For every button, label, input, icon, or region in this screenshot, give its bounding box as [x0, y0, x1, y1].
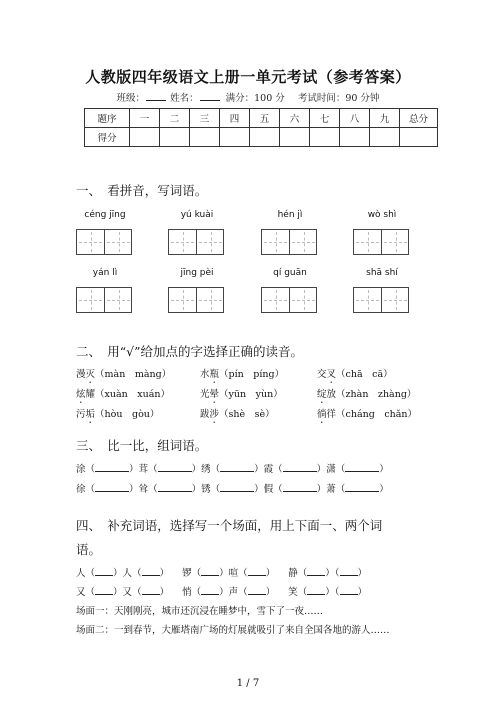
word-group-row: 徐（ ）耸（ ）锈（ ）假（ ）萧（ ）: [76, 484, 389, 495]
score-cell[interactable]: [400, 128, 438, 147]
score-cell[interactable]: [250, 128, 280, 147]
answer-blank[interactable]: [95, 566, 113, 576]
pinyin-label: hén jì: [277, 210, 303, 220]
score-table-header-row: [85, 109, 438, 128]
reading-item[interactable]: 绽放（zhàn zhàng）: [317, 389, 417, 400]
writing-grid[interactable]: [261, 229, 317, 255]
score-cell[interactable]: [340, 128, 370, 147]
answer-blank[interactable]: [283, 482, 317, 492]
idiom-row: 人（ ）人（ ） 锣（ ）喧（ ） 静（ ）（ ）: [76, 568, 368, 579]
answer-blank[interactable]: [95, 585, 113, 595]
header-cell: 一: [130, 109, 160, 128]
name-blank[interactable]: [200, 91, 220, 101]
answer-blank[interactable]: [248, 585, 266, 595]
section-2-heading: 二、 用“√”给加点的字选择正确的读音。: [76, 344, 303, 359]
pinyin-label: yán lì: [92, 268, 118, 278]
writing-grid[interactable]: [76, 287, 132, 313]
answer-blank[interactable]: [220, 462, 254, 472]
answer-blank[interactable]: [345, 462, 379, 472]
header-cell: 二: [160, 109, 190, 128]
answer-blank[interactable]: [158, 482, 192, 492]
answer-blank[interactable]: [142, 566, 160, 576]
section-1-heading: 一、 看拼音，写词语。: [76, 183, 208, 198]
writing-grid[interactable]: [353, 229, 409, 255]
time-label: 考试时间：90 分钟: [297, 93, 380, 104]
answer-blank[interactable]: [248, 566, 266, 576]
header-cell: 五: [250, 109, 280, 128]
section-3-heading: 三、 比一比，组词语。: [76, 438, 208, 453]
pinyin-label: céng jīng: [84, 210, 126, 220]
answer-blank[interactable]: [142, 585, 160, 595]
pinyin-label: qí guān: [273, 268, 307, 278]
reading-item[interactable]: 光晕（yūn yùn）: [200, 389, 283, 400]
class-blank[interactable]: [146, 91, 166, 101]
pinyin-label: shā shí: [366, 268, 398, 278]
reading-item[interactable]: 污垢（hòu gòu）: [76, 409, 160, 420]
score-cell[interactable]: [310, 128, 340, 147]
scene-two: 场面二：一到春节，大雁塔南广场的灯展就吸引了来自全国各地的游人……: [76, 625, 390, 636]
header-cell: 八: [340, 109, 370, 128]
pinyin-label: jīng pèi: [180, 268, 214, 278]
header-cell: 四: [220, 109, 250, 128]
idiom-row: 又（ ）又（ ） 悄（ ）声（ ） 笑（ ）（ ）: [76, 587, 368, 598]
page-title: 人教版四年级语文上册一单元考试（参考答案）: [85, 68, 411, 86]
score-table-score-row: [85, 128, 438, 147]
reading-item[interactable]: 炫耀（xuàn xuán）: [76, 389, 171, 400]
answer-blank[interactable]: [95, 482, 129, 492]
answer-blank[interactable]: [95, 462, 129, 472]
answer-blank[interactable]: [340, 585, 358, 595]
answer-blank[interactable]: [201, 585, 219, 595]
writing-grid[interactable]: [168, 287, 224, 313]
score-label: 满分：100 分: [225, 93, 285, 104]
answer-blank[interactable]: [220, 482, 254, 492]
reading-item[interactable]: 跋涉（shè sè）: [200, 409, 275, 420]
reading-item[interactable]: 徜徉（cháng chǎn）: [317, 409, 418, 420]
score-table: [84, 108, 438, 147]
pinyin-label: yú kuài: [180, 210, 214, 220]
score-cell[interactable]: [220, 128, 250, 147]
answer-blank[interactable]: [307, 585, 325, 595]
score-cell[interactable]: [160, 128, 190, 147]
reading-item[interactable]: 水瓶（pín píng）: [200, 369, 285, 380]
writing-grid[interactable]: [261, 287, 317, 313]
score-cell[interactable]: [280, 128, 310, 147]
section-4-heading: 四、 补充词语，选择写一个场面，用上下面一、两个词: [76, 518, 383, 533]
name-label: 姓名：: [170, 93, 199, 104]
header-cell: 题序: [85, 109, 130, 128]
reading-item[interactable]: 漫灭（màn màng）: [76, 369, 172, 380]
header-cell: 七: [310, 109, 340, 128]
writing-grid[interactable]: [353, 287, 409, 313]
answer-blank[interactable]: [158, 462, 192, 472]
answer-blank[interactable]: [201, 566, 219, 576]
answer-blank[interactable]: [307, 566, 325, 576]
header-cell: 总分: [400, 109, 438, 128]
score-cell[interactable]: [130, 128, 160, 147]
header-cell: 九: [370, 109, 400, 128]
class-label: 班级：: [116, 93, 146, 104]
writing-grid[interactable]: [76, 229, 132, 255]
reading-item[interactable]: 交叉（chā cā）: [317, 369, 393, 380]
writing-grid[interactable]: [168, 229, 224, 255]
pinyin-label: wò shì: [367, 210, 397, 220]
scene-one: 场面一：天刚刚亮，城市还沉浸在睡梦中，雪下了一夜……: [76, 606, 324, 617]
header-cell: 三: [190, 109, 220, 128]
score-cell[interactable]: [370, 128, 400, 147]
row-label: 得分: [85, 128, 130, 147]
student-info-line: [0, 90, 496, 104]
section-4-heading-cont: 语。: [76, 542, 102, 557]
page-number: 1 / 7: [236, 678, 260, 689]
score-cell[interactable]: [190, 128, 220, 147]
header-cell: 六: [280, 109, 310, 128]
answer-blank[interactable]: [283, 462, 317, 472]
word-group-row: 涂（ ）茸（ ）绣（ ）霞（ ）潇（ ）: [76, 464, 389, 475]
answer-blank[interactable]: [345, 482, 379, 492]
answer-blank[interactable]: [340, 566, 358, 576]
